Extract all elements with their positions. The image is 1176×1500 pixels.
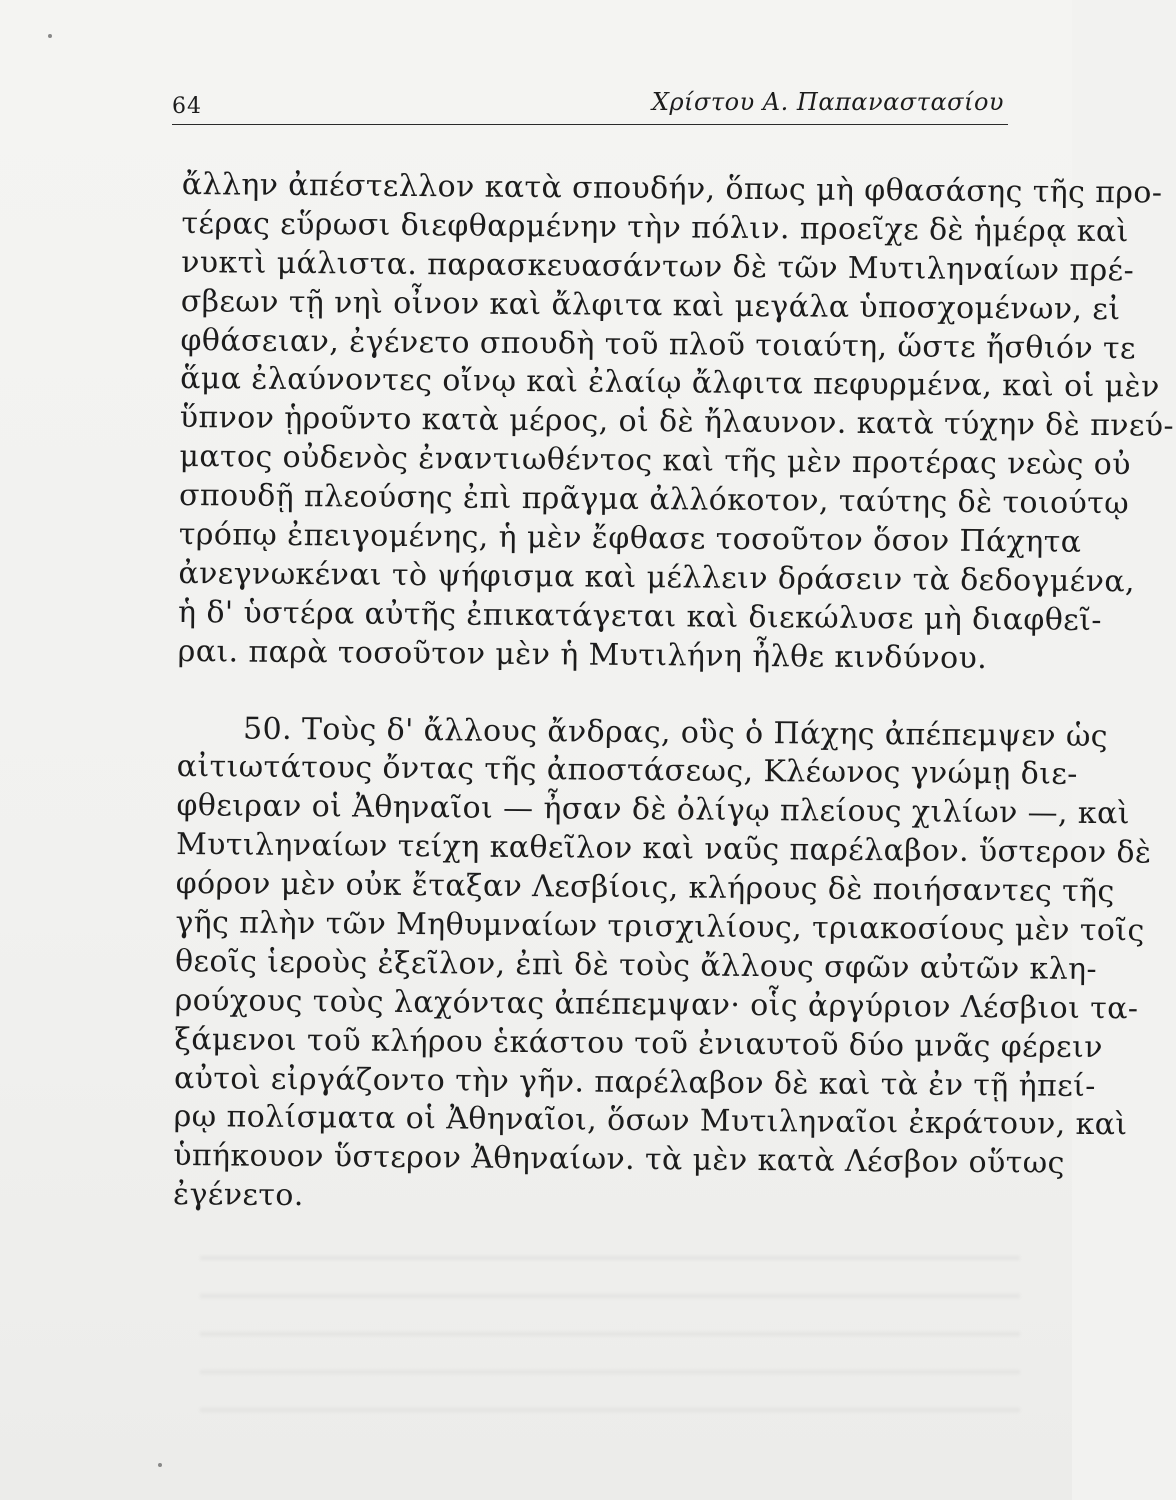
text-line: φθειραν οἱ Ἀθηναῖοι — ἦσαν δὲ ὀλίγῳ πλείους χιλίων —, καὶ: [176, 788, 1131, 832]
text-line: ἄλλην ἀπέστελλον κατὰ σπουδήν, ὅπως μὴ φθασάσης τῆς προ-: [181, 166, 1163, 211]
text-line: ἐγένετο.: [172, 1177, 304, 1214]
text-line: αὐτοὶ εἰργάζοντο τὴν γῆν. παρέλαβον δὲ καὶ τὰ ἐν τῇ ἠπεί-: [173, 1060, 1096, 1104]
text-line: αἰτιωτάτους ὄντας τῆς ἀποστάσεως, Κλέωνος γνώμῃ διε-: [176, 749, 1078, 793]
paragraph-1: [177, 166, 1175, 679]
running-head: Χρίστου Α. Παπαναστασίου: [651, 88, 1004, 116]
header-rule: [172, 124, 1008, 125]
show-through-texture: [200, 1230, 1020, 1430]
text-line: γῆς πλὴν τῶν Μηθυμναίων τρισχιλίους, τριακοσίους μὲν τοῖς: [175, 905, 1145, 949]
page-number: 64: [172, 94, 202, 119]
text-line: τέρας εὕρωσι διεφθαρμένην τὴν πόλιν. προεῖχε δὲ ἡμέρᾳ καὶ: [181, 205, 1129, 250]
text-line: ραι. παρὰ τοσοῦτον μὲν ἡ Μυτιλήνη ἦλθε κινδύνου.: [177, 633, 988, 676]
text-line: φθάσειαν, ἐγένετο σπουδὴ τοῦ πλοῦ τοιαύτη, ὥστε ἤσθιόν τε: [180, 322, 1137, 366]
text-line: ὑπήκουον ὕστερον Ἀθηναίων. τὰ μὲν κατὰ Λέσβον οὕτως: [173, 1138, 1065, 1182]
text-line: φόρον μὲν οὐκ ἔταξαν Λεσβίοις, κλήρους δὲ ποιήσαντες τῆς: [175, 866, 1115, 910]
text-line: σπουδῇ πλεούσης ἐπὶ πρᾶγμα ἀλλόκοτον, ταύτης δὲ τοιούτῳ: [178, 478, 1130, 522]
body-text: [172, 166, 1175, 1222]
text-line: σβεων τῇ νηὶ οἶνον καὶ ἄλφιτα καὶ μεγάλα ὑποσχομένων, εἰ: [180, 283, 1121, 327]
text-line: ἅμα ἐλαύνοντες οἴνῳ καὶ ἐλαίῳ ἄλφιτα πεφυρμένα, καὶ οἱ μὲν: [179, 361, 1160, 405]
text-line: 50. Τοὺς δ' ἄλλους ἄνδρας, οὓς ὁ Πάχης ἀπέπεμψεν ὡς: [242, 711, 1109, 754]
speck: [48, 34, 52, 38]
text-line: ἀνεγνωκέναι τὸ ψήφισμα καὶ μέλλειν δράσειν τὰ δεδογμένα,: [178, 555, 1136, 600]
text-line: ἡ δ' ὑστέρα αὐτῆς ἐπικατάγεται καὶ διεκώλυσε μὴ διαφθεῖ-: [177, 594, 1103, 638]
text-line: Μυτιληναίων τείχη καθεῖλον καὶ ναῦς παρέλαβον. ὕστερον δὲ: [175, 827, 1152, 871]
text-line: τρόπῳ ἐπειγομένης, ἡ μὲν ἔφθασε τοσοῦτον ὅσον Πάχητα: [178, 517, 1082, 560]
page-header: [172, 84, 1008, 126]
text-line: ὕπνον ᾑροῦντο κατὰ μέρος, οἱ δὲ ἤλαυνον. κατὰ τύχην δὲ πνεύ-: [179, 400, 1175, 445]
text-line: νυκτὶ μάλιστα. παρασκευασάντων δὲ τῶν Μυτιληναίων πρέ-: [181, 244, 1135, 289]
paragraph-2: [172, 710, 1152, 1223]
text-line: θεοῖς ἱεροὺς ἐξεῖλον, ἐπὶ δὲ τοὺς ἄλλους σφῶν αὐτῶν κλη-: [174, 943, 1098, 987]
text-line: ματος οὐδενὸς ἐναντιωθέντος καὶ τῆς μὲν προτέρας νεὼς οὐ: [179, 439, 1132, 483]
speck: [158, 1463, 162, 1467]
text-line: ξάμενοι τοῦ κλήρου ἑκάστου τοῦ ἐνιαυτοῦ δύο μνᾶς φέρειν: [174, 1021, 1103, 1065]
text-line: ρούχους τοὺς λαχόντας ἀπέπεμψαν· οἷς ἀργύριον Λέσβιοι τα-: [174, 982, 1139, 1027]
text-line: ρῳ πολίσματα οἱ Ἀθηναῖοι, ὅσων Μυτιληναῖοι ἐκράτουν, καὶ: [173, 1099, 1128, 1143]
